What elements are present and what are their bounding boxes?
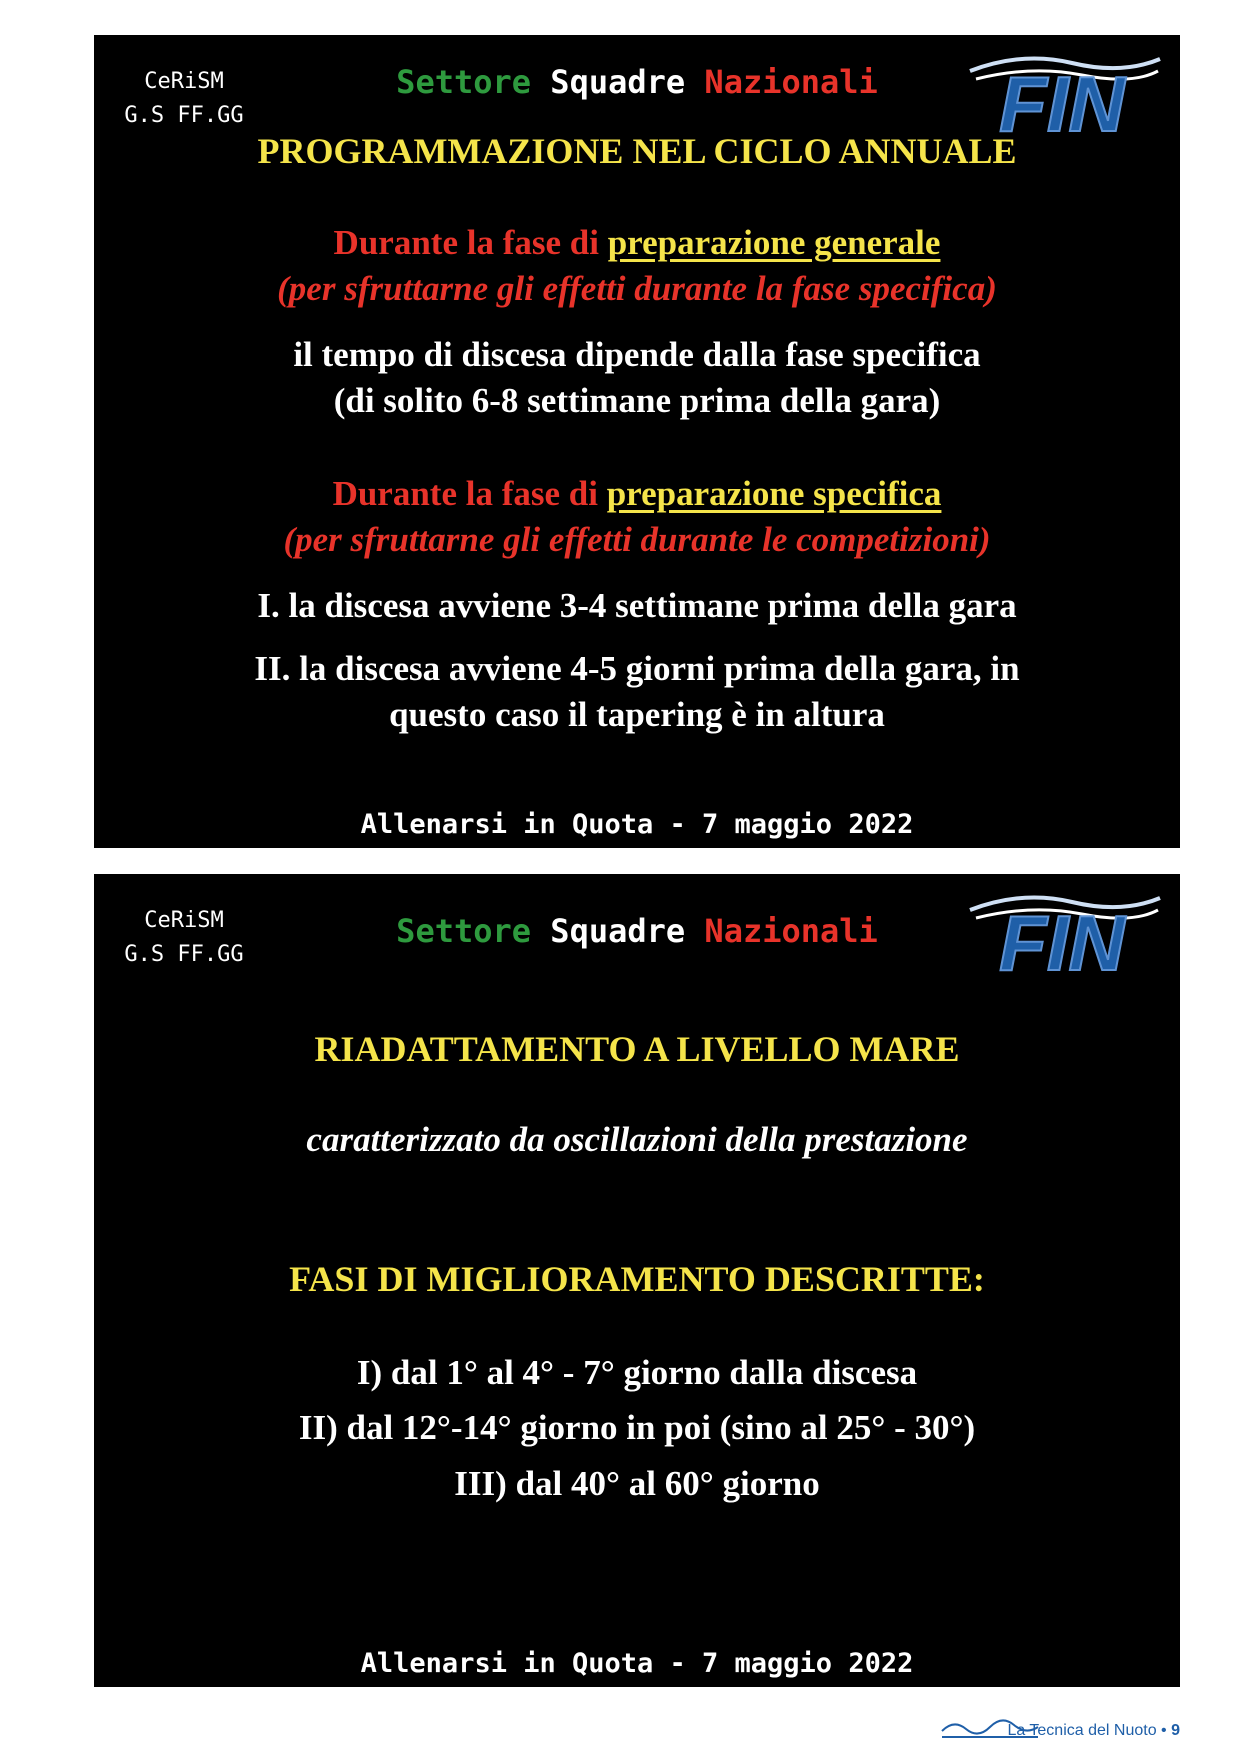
slide-subtitle: caratterizzato da oscillazioni della prestazione [306,1120,968,1159]
phases-title: FASI DI MIGLIORAMENTO DESCRITTE: [289,1259,985,1299]
general-text-line-1: il tempo di discesa dipende dalla fase specifica [293,335,981,374]
slide-sea-level-readaptation [94,874,1180,1687]
specific-item-2-line-2: questo caso il tapering è in altura [389,695,885,734]
general-prefix: Durante la fase di [333,223,608,262]
specific-phase-heading [94,471,1180,517]
sector-word-2: Squadre [550,912,686,950]
fin-logo [962,49,1162,137]
logo-text: FIN [999,60,1125,137]
page-number: 9 [1171,1722,1180,1739]
org-line-1: CeRiSM [144,69,224,94]
general-highlight: preparazione generale [607,223,941,262]
sector-word-1: Settore [396,912,532,950]
slide-footer: Allenarsi in Quota - 7 maggio 2022 [360,809,914,840]
phase-1 [94,1350,1180,1396]
sector-word-3: Nazionali [704,912,878,950]
slide-annual-programming [94,35,1180,848]
general-text-line-2: (di solito 6-8 settimane prima della gara) [333,381,941,420]
phase-1-text: I) dal 1° al 4° - 7° giorno dalla discesa [356,1353,918,1392]
specific-prefix: Durante la fase di [332,474,607,513]
org-line-1: CeRiSM [144,908,224,933]
sector-word-2: Squadre [550,63,686,101]
slide-title: PROGRAMMAZIONE NEL CICLO ANNUALE [257,131,1017,171]
fin-logo [962,888,1162,976]
publication-name: La Tecnica del Nuoto [1007,1722,1157,1739]
slide-footer: Allenarsi in Quota - 7 maggio 2022 [360,1648,914,1679]
sector-word-3: Nazionali [704,63,878,101]
specific-item-1: I. la discesa avviene 3-4 settimane prima della gara [257,586,1017,625]
phase-3: III) dal 40° al 60° giorno [454,1464,820,1503]
sector-word-1: Settore [396,63,532,101]
phase-2: II) dal 12°-14° giorno in poi (sino al 25° - 30°) [298,1408,976,1447]
general-phase-note: (per sfruttarne gli effetti durante la fase specifica) [277,269,997,308]
org-line-2: G.S FF.GG [124,942,244,967]
specific-highlight: preparazione specifica [606,474,942,513]
page-footer [1007,1722,1180,1740]
slide-title: RIADATTAMENTO A LIVELLO MARE [314,1029,960,1069]
logo-text: FIN [999,899,1125,976]
general-phase-heading [94,220,1180,266]
footer-separator-dot: • [1161,1722,1172,1739]
specific-phase-note: (per sfruttarne gli effetti durante le competizioni) [283,520,991,559]
specific-item-2-line-1: II. la discesa avviene 4-5 giorni prima della gara, in [254,649,1020,688]
org-line-2: G.S FF.GG [124,103,244,128]
